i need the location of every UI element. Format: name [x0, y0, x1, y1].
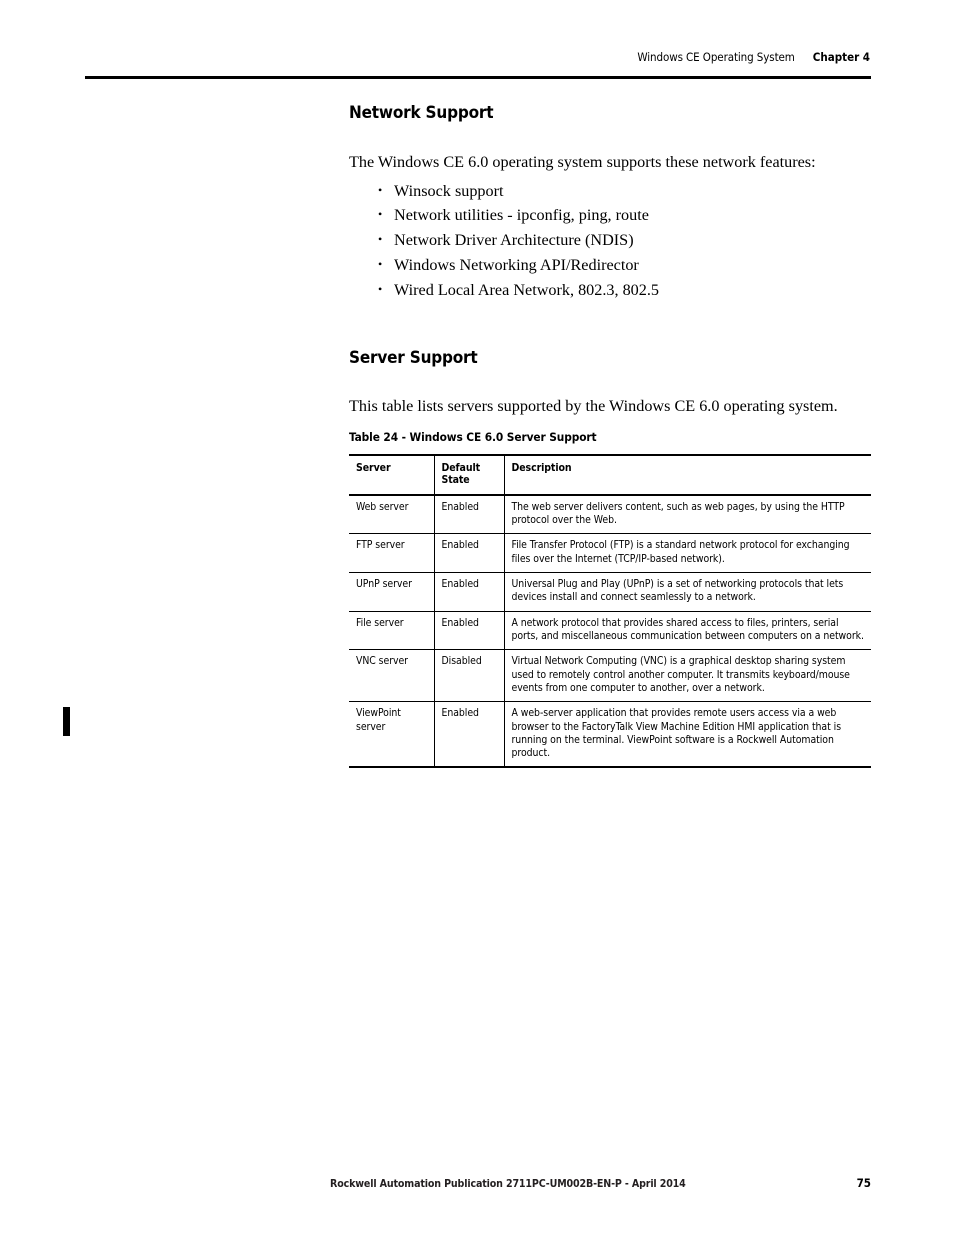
table-row	[349, 650, 871, 702]
cell-server: VNC server	[349, 650, 434, 702]
table-row	[349, 495, 871, 534]
cell-description: The web server delivers content, such as web pages, by using the HTTP protocol over the Web.	[504, 495, 871, 534]
column-header-server: Server	[349, 455, 434, 495]
server-support-intro: This table lists servers supported by the Windows CE 6.0 operating system.	[349, 396, 838, 415]
page-content	[349, 104, 871, 768]
revision-change-bar	[63, 707, 70, 736]
page-header	[85, 48, 870, 74]
column-header-default-state-line2: State	[441, 474, 470, 487]
cell-description: A network protocol that provides shared access to files, printers, serial ports, and miscellaneous communication between computers on a network.	[504, 611, 871, 650]
table-header-row	[349, 455, 871, 495]
cell-server: UPnP server	[349, 573, 434, 612]
list-item: • Network utilities - ipconfig, ping, route	[349, 203, 871, 228]
header-divider-rule	[85, 76, 871, 79]
heading-server-support: Server Support	[349, 348, 478, 369]
table-body	[349, 495, 871, 768]
footer-page-number: 75	[856, 1176, 871, 1190]
list-item: • Network Driver Architecture (NDIS)	[349, 228, 871, 253]
heading-network-support: Network Support	[349, 103, 494, 123]
footer-publication-text: Rockwell Automation Publication 2711PC-UM002B-EN-P - April 2014	[330, 1178, 686, 1190]
cell-state: Enabled	[434, 573, 504, 612]
table-row	[349, 611, 871, 650]
cell-description: A web-server application that provides remote users access via a web browser to the FactoryTalk View Machine Edition HMI application that is running on the terminal. ViewPoint software is a Rockwell Automation product.	[504, 702, 871, 768]
cell-state: Enabled	[434, 611, 504, 650]
cell-server: Web server	[349, 495, 434, 534]
cell-server: FTP server	[349, 534, 434, 573]
cell-state: Disabled	[434, 650, 504, 702]
network-features-list	[349, 179, 871, 303]
header-chapter-number: Chapter 4	[812, 50, 870, 64]
list-item: • Winsock support	[349, 179, 871, 204]
column-header-default-state-line1: Default	[441, 462, 481, 475]
cell-server: File server	[349, 611, 434, 650]
cell-description: Virtual Network Computing (VNC) is a graphical desktop sharing system used to remotely control another computer. It transmits keyboard/mouse events from one computer to another, over a network.	[504, 650, 871, 702]
cell-state: Enabled	[434, 702, 504, 768]
page-footer	[330, 1176, 871, 1190]
list-item: • Wired Local Area Network, 802.3, 802.5	[349, 278, 871, 303]
cell-description: File Transfer Protocol (FTP) is a standard network protocol for exchanging files over the Internet (TCP/IP-based network).	[504, 534, 871, 573]
network-support-intro: The Windows CE 6.0 operating system supports these network features:	[349, 152, 816, 171]
cell-description: Universal Plug and Play (UPnP) is a set of networking protocols that lets devices install and connect seamlessly to a network.	[504, 573, 871, 612]
server-support-table	[349, 454, 871, 768]
cell-state: Enabled	[434, 495, 504, 534]
table-row	[349, 534, 871, 573]
table-header	[349, 455, 871, 495]
column-header-description: Description	[504, 455, 871, 495]
table-row	[349, 702, 871, 768]
table-caption: Table 24 - Windows CE 6.0 Server Support	[349, 430, 597, 445]
cell-state: Enabled	[434, 534, 504, 573]
cell-server: ViewPoint server	[349, 702, 434, 768]
column-header-default-state	[434, 455, 504, 495]
list-item: • Windows Networking API/Redirector	[349, 253, 871, 278]
table-row	[349, 573, 871, 612]
header-chapter-title: Windows CE Operating System	[637, 50, 795, 64]
